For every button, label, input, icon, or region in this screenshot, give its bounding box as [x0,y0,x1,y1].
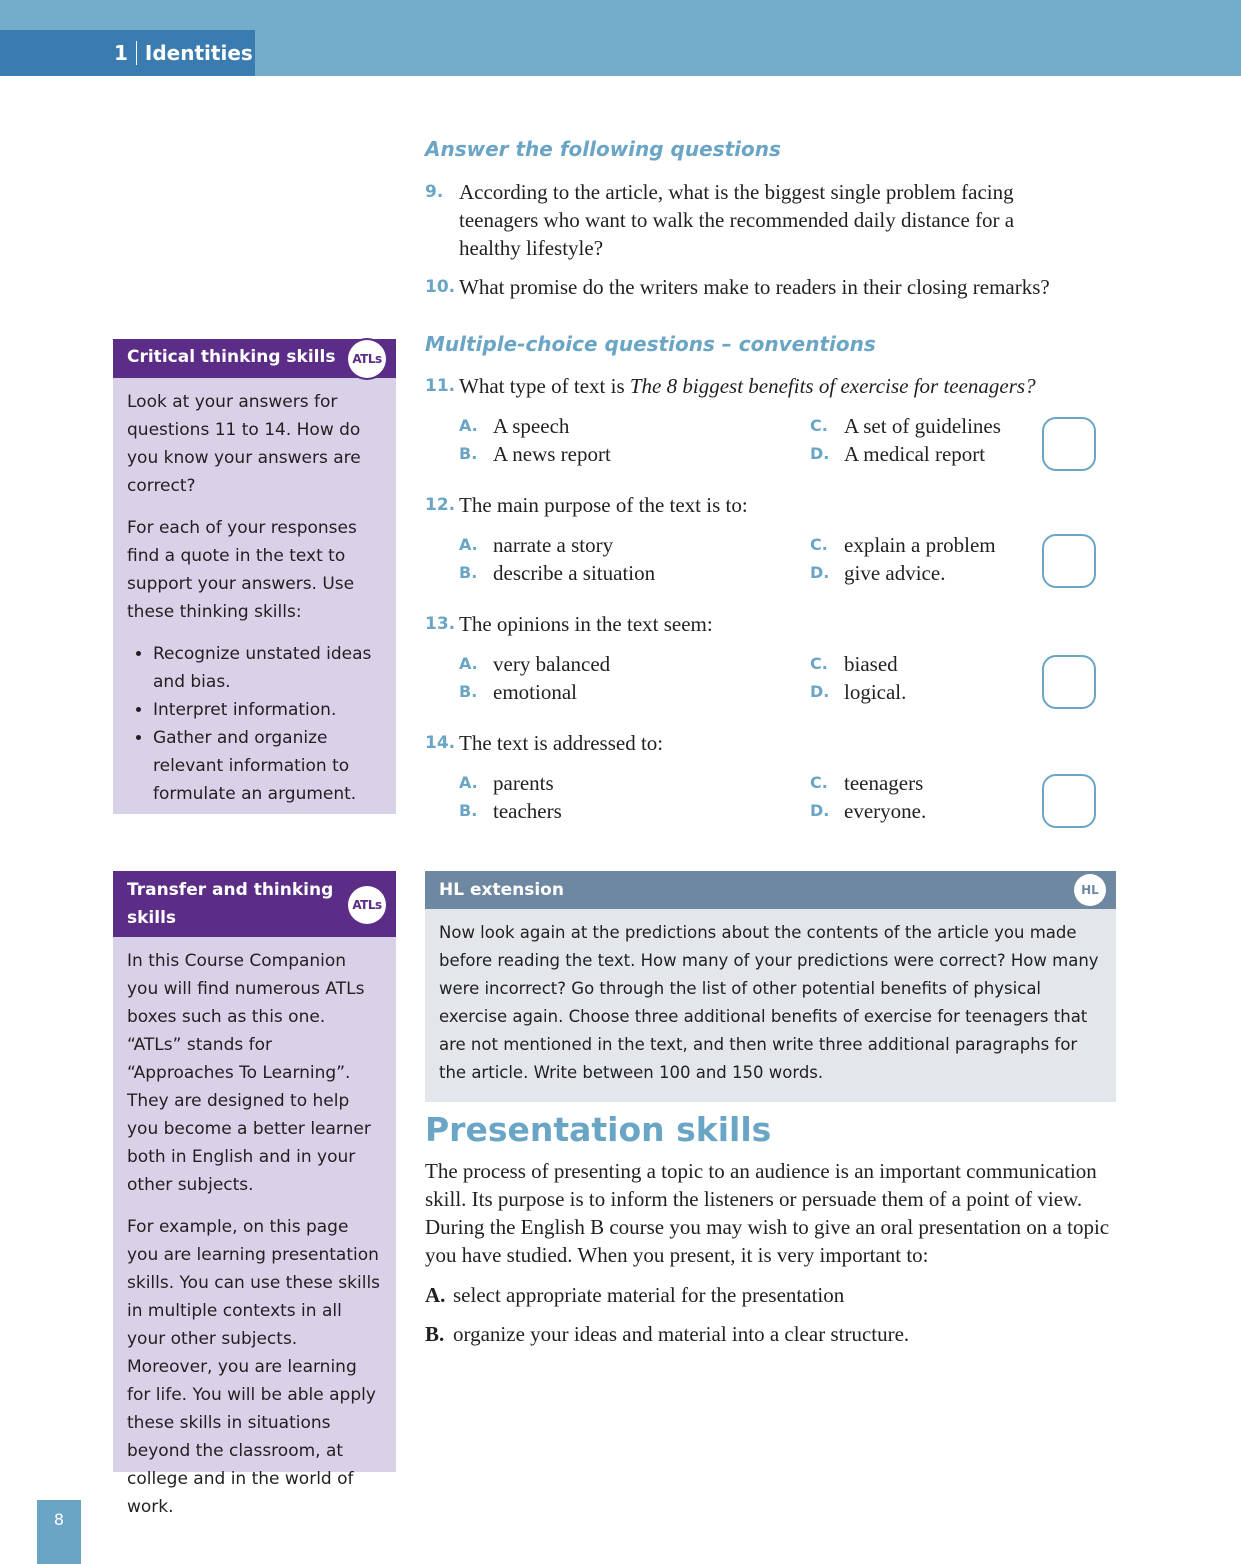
question-text [459,372,1036,400]
option-c [810,769,923,797]
option-letter: A. [459,535,478,554]
list-item: • Gather and organize relevant information to formulate an argument. [153,724,382,808]
answer-box-11[interactable] [1042,417,1096,471]
option-text: narrate a story [493,533,614,557]
answer-section [425,137,1117,161]
option-text: teenagers [844,771,924,795]
option-text: give advice. [844,561,946,585]
question-text-line: According to the article, what is the biggest single problem facing [459,180,1014,204]
answer-box-12[interactable] [1042,534,1096,588]
question-number: 9. [425,182,444,202]
chapter-number: 1 [114,41,128,65]
list-item [425,1281,1120,1309]
transfer-para: For example, on this page you are learning presentation skills. You can use these skills in multiple contexts in all your other subjects. Moreover, you are learning for life. You will be able apply these skills in situations beyond the classroom, at college and in the world of work. [127,1217,381,1517]
transfer-para: In this Course Companion you will find numerous ATLs boxes such as this one. “ATLs” stands for “Approaches To Learning”. They are designed to help you become a better learner both in English and in your other subjects. [127,951,371,1195]
question-text-prefix: What type of text is [459,374,630,398]
transfer-thinking-body [113,937,396,1545]
page-number: 8 [37,1500,81,1564]
critical-thinking-body [113,378,396,818]
hl-extension-header [425,871,1116,909]
presentation-intro: The process of presenting a topic to an audience is an important communication skill. Its purpose is to inform the listeners or persuade them of a point of view. During the English B course you may wish to give an oral presentation on a topic you have studied. When you present, it is very important to: [425,1159,1110,1267]
chapter-separator [136,41,137,65]
critical-thinking-title: Critical thinking skills [127,347,336,367]
options [459,769,1117,825]
option-letter: C. [810,416,828,435]
option-letter: A. [459,416,478,435]
transfer-title-line: skills [127,908,177,928]
question-text: The main purpose of the text is to: [459,493,748,517]
presentation-skills-title: Presentation skills [425,1110,772,1149]
mcq-heading: Multiple-choice questions – conventions [425,332,876,356]
transfer-thinking-box [113,871,396,1517]
option-a [459,650,610,678]
item-letter: A. [425,1283,446,1307]
hl-extension-box [425,871,1116,1102]
option-c [810,531,996,559]
option-d [810,678,906,706]
question-number: 11. [425,376,456,396]
option-b [459,440,611,468]
hl-badge-icon: HL [1074,874,1106,906]
list-item: • Recognize unstated ideas and bias. [153,640,382,696]
critical-thinking-para: For each of your responses find a quote in the text to support your answers. Use these thinking skills: [127,518,357,622]
option-letter: D. [810,563,830,582]
option-text: A set of guidelines [844,414,1001,438]
chapter-title: Identities [144,41,253,65]
answer-box-14[interactable] [1042,774,1096,828]
option-letter: D. [810,682,830,701]
option-text: very balanced [493,652,611,676]
atl-badge-icon: ATLs [348,340,386,378]
question-13 [425,610,1117,706]
thinking-skills-list [127,640,382,808]
option-b [459,678,577,706]
answer-box-13[interactable] [1042,655,1096,709]
option-c [810,412,1001,440]
option-b [459,797,562,825]
item-letter: B. [425,1322,445,1346]
question-text: What promise do the writers make to readers in their closing remarks? [459,275,1050,299]
option-letter: B. [459,563,478,582]
option-letter: C. [810,654,828,673]
option-letter: C. [810,773,828,792]
question-number: 12. [425,495,456,515]
option-text: teachers [493,799,562,823]
atl-badge-icon: ATLs [348,886,386,924]
options [459,531,1117,587]
option-letter: B. [459,444,478,463]
question-text-line: teenagers who want to walk the recommended daily distance for a [459,208,1015,232]
option-text: explain a problem [844,533,996,557]
question-text: The opinions in the text seem: [459,612,713,636]
item-text: organize your ideas and material into a clear structure. [453,1322,910,1346]
option-text: A medical report [844,442,986,466]
hl-extension-body: Now look again at the predictions about the contents of the article you made before reading the text. How many of your predictions were correct? How many were incorrect? Go through the list of other potential benefits of physical exercise again. Choose three additional benefits of exercise for teenagers that are not mentioned in the text, and then write three additional paragraphs for the article. Write between 100 and 150 words. [439,923,1099,1082]
article-title: The 8 biggest benefits of exercise for teenagers? [629,374,1036,398]
question-9 [425,178,1117,262]
option-letter: C. [810,535,828,554]
option-text: describe a situation [493,561,656,585]
option-d [810,440,985,468]
critical-thinking-header [113,339,396,378]
option-a [459,412,569,440]
presentation-list [425,1281,1120,1348]
option-c [810,650,898,678]
answer-heading: Answer the following questions [425,137,781,161]
option-text: parents [493,771,554,795]
option-letter: B. [459,682,478,701]
question-text: The text is addressed to: [459,731,664,755]
option-text: biased [844,652,898,676]
transfer-title-line: Transfer and thinking [127,880,334,900]
question-12 [425,491,1117,587]
options [459,412,1117,468]
list-item: • Interpret information. [153,696,382,724]
hl-extension-title: HL extension [439,880,564,900]
item-text: select appropriate material for the presentation [453,1283,845,1307]
question-14 [425,729,1117,825]
chapter-tab [0,30,255,76]
question-number: 10. [425,277,456,297]
option-letter: D. [810,444,830,463]
option-a [459,769,554,797]
question-text-line: healthy lifestyle? [459,236,604,260]
critical-thinking-para: Look at your answers for questions 11 to 14. How do you know your answers are correct? [127,392,361,496]
option-d [810,797,926,825]
list-item [425,1320,1120,1348]
mcq-section [425,332,1117,356]
question-number: 14. [425,733,456,753]
transfer-thinking-header [113,871,396,937]
option-letter: A. [459,773,478,792]
option-b [459,559,655,587]
option-text: emotional [493,680,577,704]
question-number: 13. [425,614,456,634]
option-d [810,559,945,587]
option-text: A news report [493,442,611,466]
option-a [459,531,613,559]
question-11 [425,372,1117,468]
question-10 [425,273,1117,301]
presentation-body [425,1157,1120,1359]
critical-thinking-box [113,339,396,814]
option-letter: D. [810,801,830,820]
option-text: A speech [493,414,570,438]
options [459,650,1117,706]
option-letter: A. [459,654,478,673]
option-text: logical. [844,680,907,704]
option-letter: B. [459,801,478,820]
option-text: everyone. [844,799,927,823]
